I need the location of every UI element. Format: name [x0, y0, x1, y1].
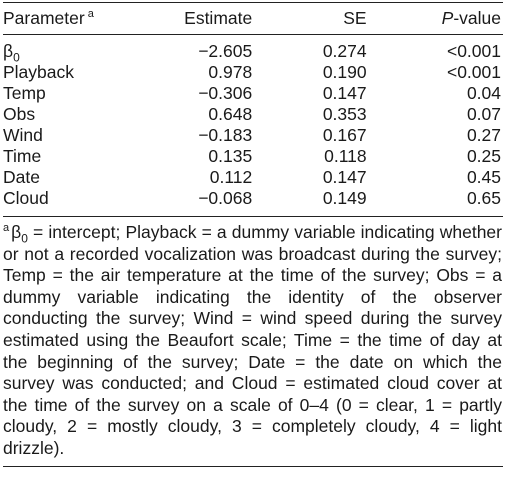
row-se: 0.147	[322, 167, 367, 187]
table-row	[3, 125, 503, 146]
row-pvalue: 0.04	[466, 83, 501, 103]
row-pvalue: 0.45	[466, 167, 501, 187]
row-estimate: 0.978	[208, 62, 253, 82]
table-row	[3, 83, 503, 104]
header-pvalue-rest: -value	[453, 8, 501, 28]
row-estimate: 0.648	[208, 104, 253, 124]
row-pvalue: 0.25	[466, 146, 501, 166]
table-row	[3, 35, 503, 62]
row-estimate: 0.135	[208, 146, 253, 166]
beta-subscript: 0	[13, 50, 20, 65]
footnote-beta-symbol: β	[11, 222, 22, 242]
row-se: 0.274	[322, 41, 367, 61]
row-param	[3, 35, 153, 65]
row-estimate: −0.306	[198, 83, 253, 103]
header-estimate: Estimate	[184, 8, 253, 28]
row-pvalue: <0.001	[446, 62, 501, 82]
header-parameter	[3, 3, 153, 34]
row-se: 0.118	[324, 146, 367, 166]
row-estimate: 0.112	[209, 167, 253, 187]
row-se: 0.190	[322, 62, 367, 82]
parameter-estimates-table	[3, 3, 503, 216]
row-pvalue: 0.07	[466, 104, 501, 124]
table-row	[3, 104, 503, 125]
row-se: 0.149	[322, 188, 367, 208]
table-footnote	[3, 217, 503, 466]
row-param: Time	[3, 146, 42, 166]
row-param: Wind	[3, 125, 43, 145]
footnote-text: = intercept; Playback = a dummy variable indicating whether or not a recorded vocalization was broadcast during the survey; Temp = the air temperature at the time of the survey; Obs = a dummy variable indicating the identity of the observer conducting the survey; Wind = wind speed during the survey estimated using the Beaufort scale; Time = the time of day at the beginning of the survey; Date = the date on which the survey was conducted; and Cloud = estimated cloud cover at the time of the survey on a scale of 0–4 (0 = clear, 1 = partly cloudy, 2 = mostly cloudy, 3 = completely cloudy, 4 = light drizzle).	[3, 222, 502, 458]
table-body	[3, 35, 503, 216]
row-se: 0.353	[322, 104, 367, 124]
row-se: 0.167	[322, 125, 367, 145]
row-estimate: −0.068	[198, 188, 253, 208]
row-param: Cloud	[3, 188, 49, 208]
row-pvalue: 0.65	[466, 188, 501, 208]
footnote-beta-subscript: 0	[21, 231, 28, 246]
header-footnote-mark: a	[87, 8, 94, 21]
bottom-rule	[3, 466, 503, 467]
header-parameter-label: Parameter	[3, 8, 85, 28]
parameter-table-container	[3, 0, 503, 467]
table-row	[3, 188, 503, 216]
row-param: Temp	[3, 83, 46, 103]
beta-symbol: β	[3, 41, 14, 61]
table-row	[3, 167, 503, 188]
header-se: SE	[343, 8, 367, 28]
row-pvalue: 0.27	[466, 125, 501, 145]
row-param: Obs	[3, 104, 36, 124]
row-param: Date	[3, 167, 40, 187]
row-param: Playback	[3, 62, 75, 82]
table-header	[3, 3, 503, 35]
table-row	[3, 62, 503, 83]
footnote-mark: a	[3, 222, 10, 235]
row-estimate: −2.605	[198, 41, 253, 61]
row-se: 0.147	[322, 83, 367, 103]
header-row	[3, 3, 503, 34]
table-row	[3, 146, 503, 167]
row-pvalue: <0.001	[446, 41, 501, 61]
header-pvalue-italic: P	[441, 8, 454, 28]
header-pvalue	[367, 3, 503, 34]
row-estimate: −0.183	[198, 125, 253, 145]
